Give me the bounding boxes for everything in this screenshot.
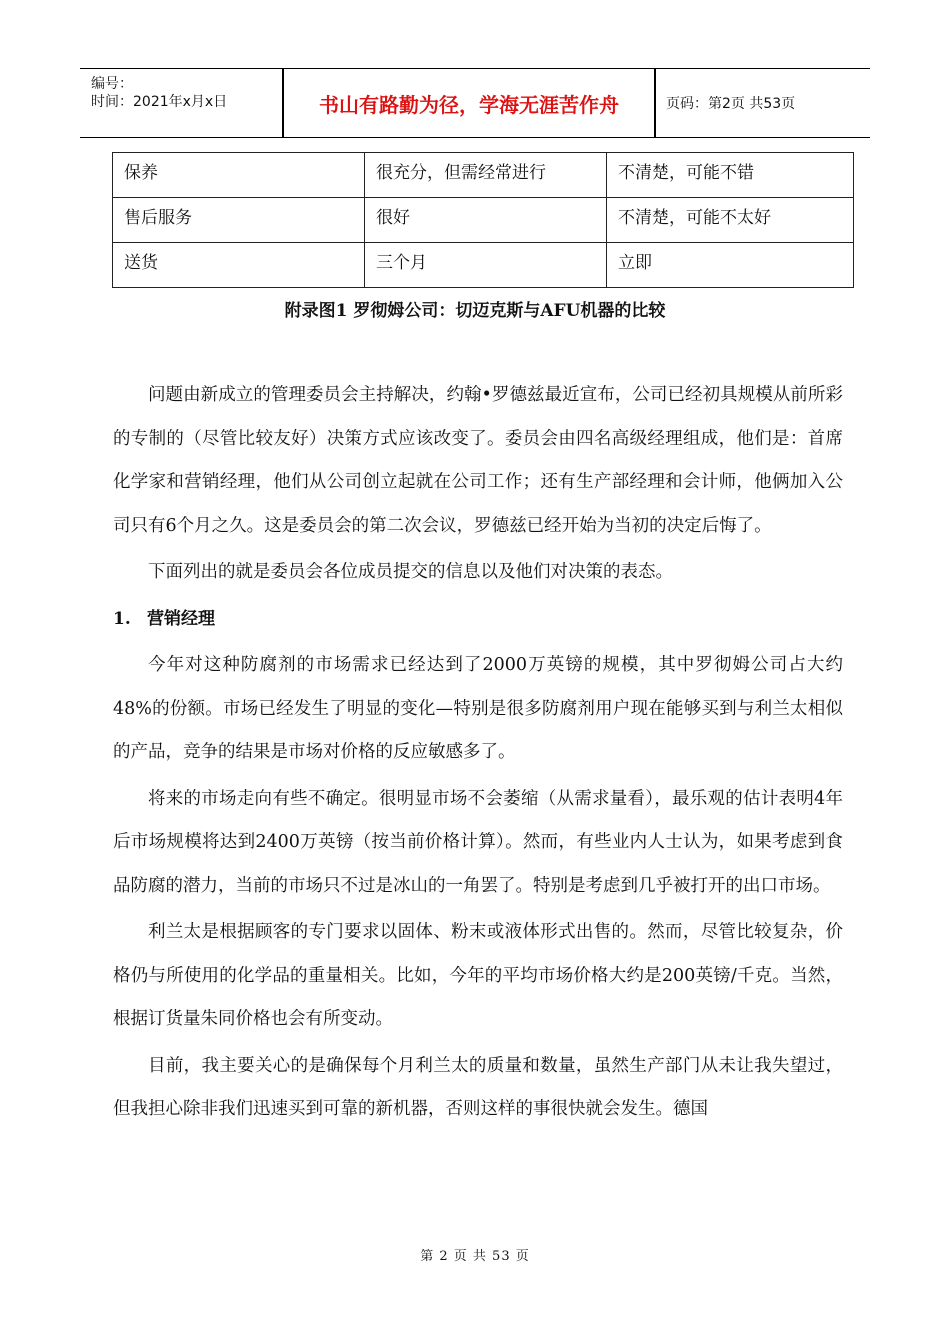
comparison-table [112, 152, 854, 288]
paragraph: 今年对这种防腐剂的市场需求已经达到了2000万英镑的规模，其中罗彻姆公司占大约48%的份额。市场已经发生了明显的变化—特别是很多防腐剂用户现在能够买到与利兰太相似的产品，竞争的结果是市场对价格的反应敏感多了。 [113, 655, 843, 762]
table-row [113, 198, 854, 243]
number-label: 编号： [91, 76, 133, 92]
table-cell-afu: 立即 [607, 243, 854, 288]
date-text: 时间：2021年x月x日 [91, 94, 228, 110]
header-motto: 书山有路勤为径，学海无涯苦作舟 [319, 92, 619, 117]
section-heading [113, 598, 843, 642]
page-header [80, 68, 870, 138]
paragraph: 问题由新成立的管理委员会主持解决，约翰•罗德兹最近宣布，公司已经初具规模从前所彩的专制的（尽管比较友好）决策方式应该改变了。委员会由四名高级经理组成，他们是：首席化学家和营销经理，他们从公司创立起就在公司工作；还有生产部经理和会计师，他俩加入公司只有6个月之久。这是委员会的第二次会议，罗德兹已经开始为当初的决定后悔了。 [113, 385, 843, 536]
section-number: 1. [113, 608, 131, 629]
header-meta [80, 69, 282, 137]
table-row [113, 243, 854, 288]
table-cell-item: 保养 [113, 153, 365, 198]
paragraph: 将来的市场走向有些不确定。很明显市场不会萎缩（从需求量看），最乐观的估计表明4年后市场规模将达到2400万英镑（按当前价格计算）。然而，有些业内人士认为，如果考虑到食品防腐的潜力，当前的市场只不过是冰山的一角罢了。特别是考虑到几乎被打开的出口市场。 [113, 788, 843, 896]
table-cell-chemax: 很充分，但需经常进行 [365, 153, 607, 198]
table-cell-afu: 不清楚，可能不太好 [607, 198, 854, 243]
header-divider [654, 69, 656, 137]
section-title: 营销经理 [147, 608, 215, 629]
table-cell-item: 售后服务 [113, 198, 365, 243]
table-cell-chemax: 很好 [365, 198, 607, 243]
table-caption: 附录图1 罗彻姆公司：切迈克斯与AFU机器的比较 [284, 301, 666, 321]
table-cell-afu: 不清楚，可能不错 [607, 153, 854, 198]
page-footer: 第 2 页 共 53 页 [420, 1249, 530, 1264]
table-row [113, 153, 854, 198]
paragraph: 利兰太是根据顾客的专门要求以固体、粉末或液体形式出售的。然而，尽管比较复杂，价格仍与所使用的化学品的重量相关。比如，今年的平均市场价格大约是200英镑/千克。当然，根据订货量朱同价格也会有所变动。 [113, 922, 843, 1029]
paragraph: 下面列出的就是委员会各位成员提交的信息以及他们对决策的表态。 [148, 562, 673, 582]
paragraph: 目前，我主要关心的是确保每个月利兰太的质量和数量，虽然生产部门从未让我失望过，但我担心除非我们迅速买到可靠的新机器，否则这样的事很快就会发生。德国 [113, 1055, 843, 1119]
header-page-info: 页码：第2页 共53页 [666, 96, 796, 112]
table-cell-item: 送货 [113, 243, 365, 288]
table-cell-chemax: 三个月 [365, 243, 607, 288]
body-text [113, 374, 843, 1135]
